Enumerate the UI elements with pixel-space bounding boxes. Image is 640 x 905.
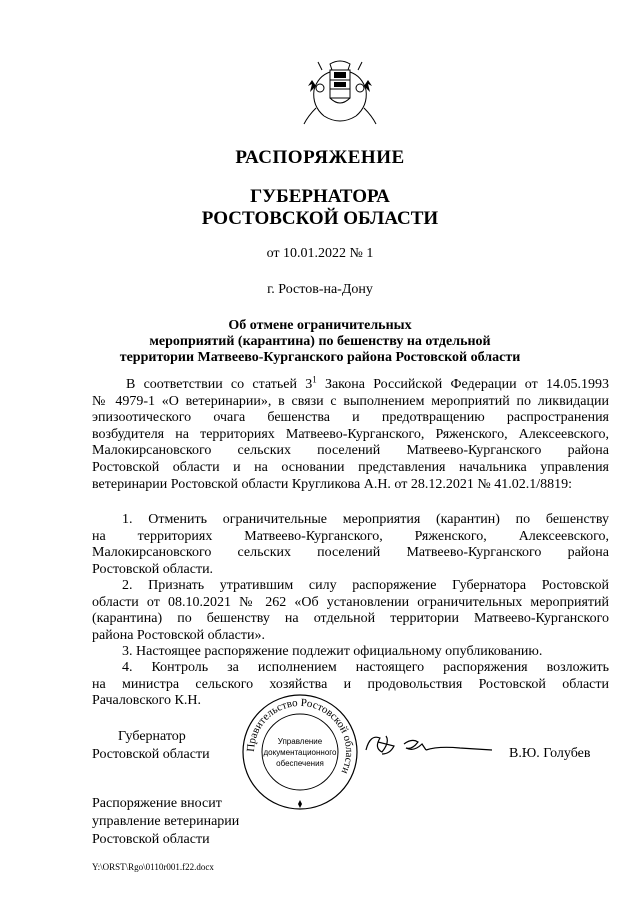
item-line: на министра сельского хозяйства и продовольствия Ростовской области <box>92 676 609 692</box>
subject-line: территории Матвеево-Курганского района Ростовской области <box>119 350 521 365</box>
official-stamp <box>240 692 360 812</box>
submitted-by-note <box>92 795 239 849</box>
coat-of-arms-icon <box>300 58 380 128</box>
signer-position <box>92 728 210 764</box>
preamble-line: эпизоотического очага бешенства и предотвращению распространения <box>92 410 609 426</box>
item-line: Ростовской области. <box>92 561 214 577</box>
document-type-title: РАСПОРЯЖЕНИЕ <box>235 147 405 168</box>
preamble-line: Малокирсановского сельских поселений Матвеево-Курганского района <box>92 443 609 459</box>
preamble-line: ветеринарии Ростовской области Кругликова А.Н. от 28.12.2021 № 41.02.1/8819: <box>92 476 572 492</box>
item-line: на территориях Матвеево-Курганского, Ряженского, Алексеевского, <box>92 528 609 544</box>
note-line: Ростовской области <box>92 832 210 847</box>
item-1 <box>92 512 609 578</box>
item-line: области от 08.10.2021 № 262 «Об установлении ограничительных мероприятий <box>92 594 609 610</box>
stamp-inner-line-1: Управление <box>277 737 323 746</box>
item-line: района Ростовской области». <box>92 627 265 643</box>
document-city: г. Ростов-на-Дону <box>267 282 373 297</box>
item-2 <box>92 578 609 644</box>
preamble-line: В соответствии со статьей $3^1$ Закона Российской Федерации от 14.05.1993 <box>126 374 609 392</box>
signer-position-line-1: Губернатор <box>118 729 186 744</box>
document-subject <box>0 318 640 366</box>
preamble-line: Ростовской области и на основании представления начальника управления <box>92 459 609 475</box>
stamp-inner-line-3: обеспечения <box>276 759 324 768</box>
item-line: 1. Отменить ограничительные мероприятия (карантин) по бешенству <box>122 512 609 527</box>
stamp-inner-line-2: документационного <box>263 748 337 757</box>
item-line: 4. Контроль за исполнением настоящего распоряжения возложить <box>122 660 609 675</box>
item-3 <box>92 644 609 661</box>
subject-line: мероприятий (карантина) по бешенству на отдельной <box>149 334 491 349</box>
item-line: Рачаловского К.Н. <box>92 693 201 709</box>
handwritten-signature <box>360 728 500 764</box>
subject-line: Об отмене ограничительных <box>228 318 412 333</box>
item-line: Малокирсановского сельских поселений Матвеево-Курганского района <box>92 545 609 561</box>
document-date-number: от 10.01.2022 № 1 <box>266 246 374 261</box>
file-path: Y:\ORST\Rgo\0110r001.f22.docx <box>92 862 214 872</box>
stamp-ring-text: Правительство Ростовской области <box>244 696 356 776</box>
preamble-paragraph <box>92 374 609 493</box>
item-line: 2. Признать утратившим силу распоряжение Губернатора Ростовской <box>122 578 609 593</box>
signer-position-line-2: Ростовской области <box>92 747 210 762</box>
note-line: Распоряжение вносит <box>92 796 222 811</box>
signer-name: В.Ю. Голубев <box>509 746 591 761</box>
preamble-line: № 4979-1 «О ветеринарии», в связи с выполнением мероприятий по ликвидации <box>92 393 609 409</box>
note-line: управление ветеринарии <box>92 814 240 829</box>
item-line: (карантина) по бешенству на отдельной территории Матвеево-Курганского <box>92 611 609 627</box>
authority-line-2: РОСТОВСКОЙ ОБЛАСТИ <box>201 208 439 229</box>
item-line: 3. Настоящее распоряжение подлежит официальному опубликованию. <box>122 644 543 659</box>
authority-line-1: ГУБЕРНАТОРА <box>250 186 390 207</box>
preamble-line: возбудителя на территориях Матвеево-Курганского, Ряженского, Алексеевского, <box>92 426 609 442</box>
